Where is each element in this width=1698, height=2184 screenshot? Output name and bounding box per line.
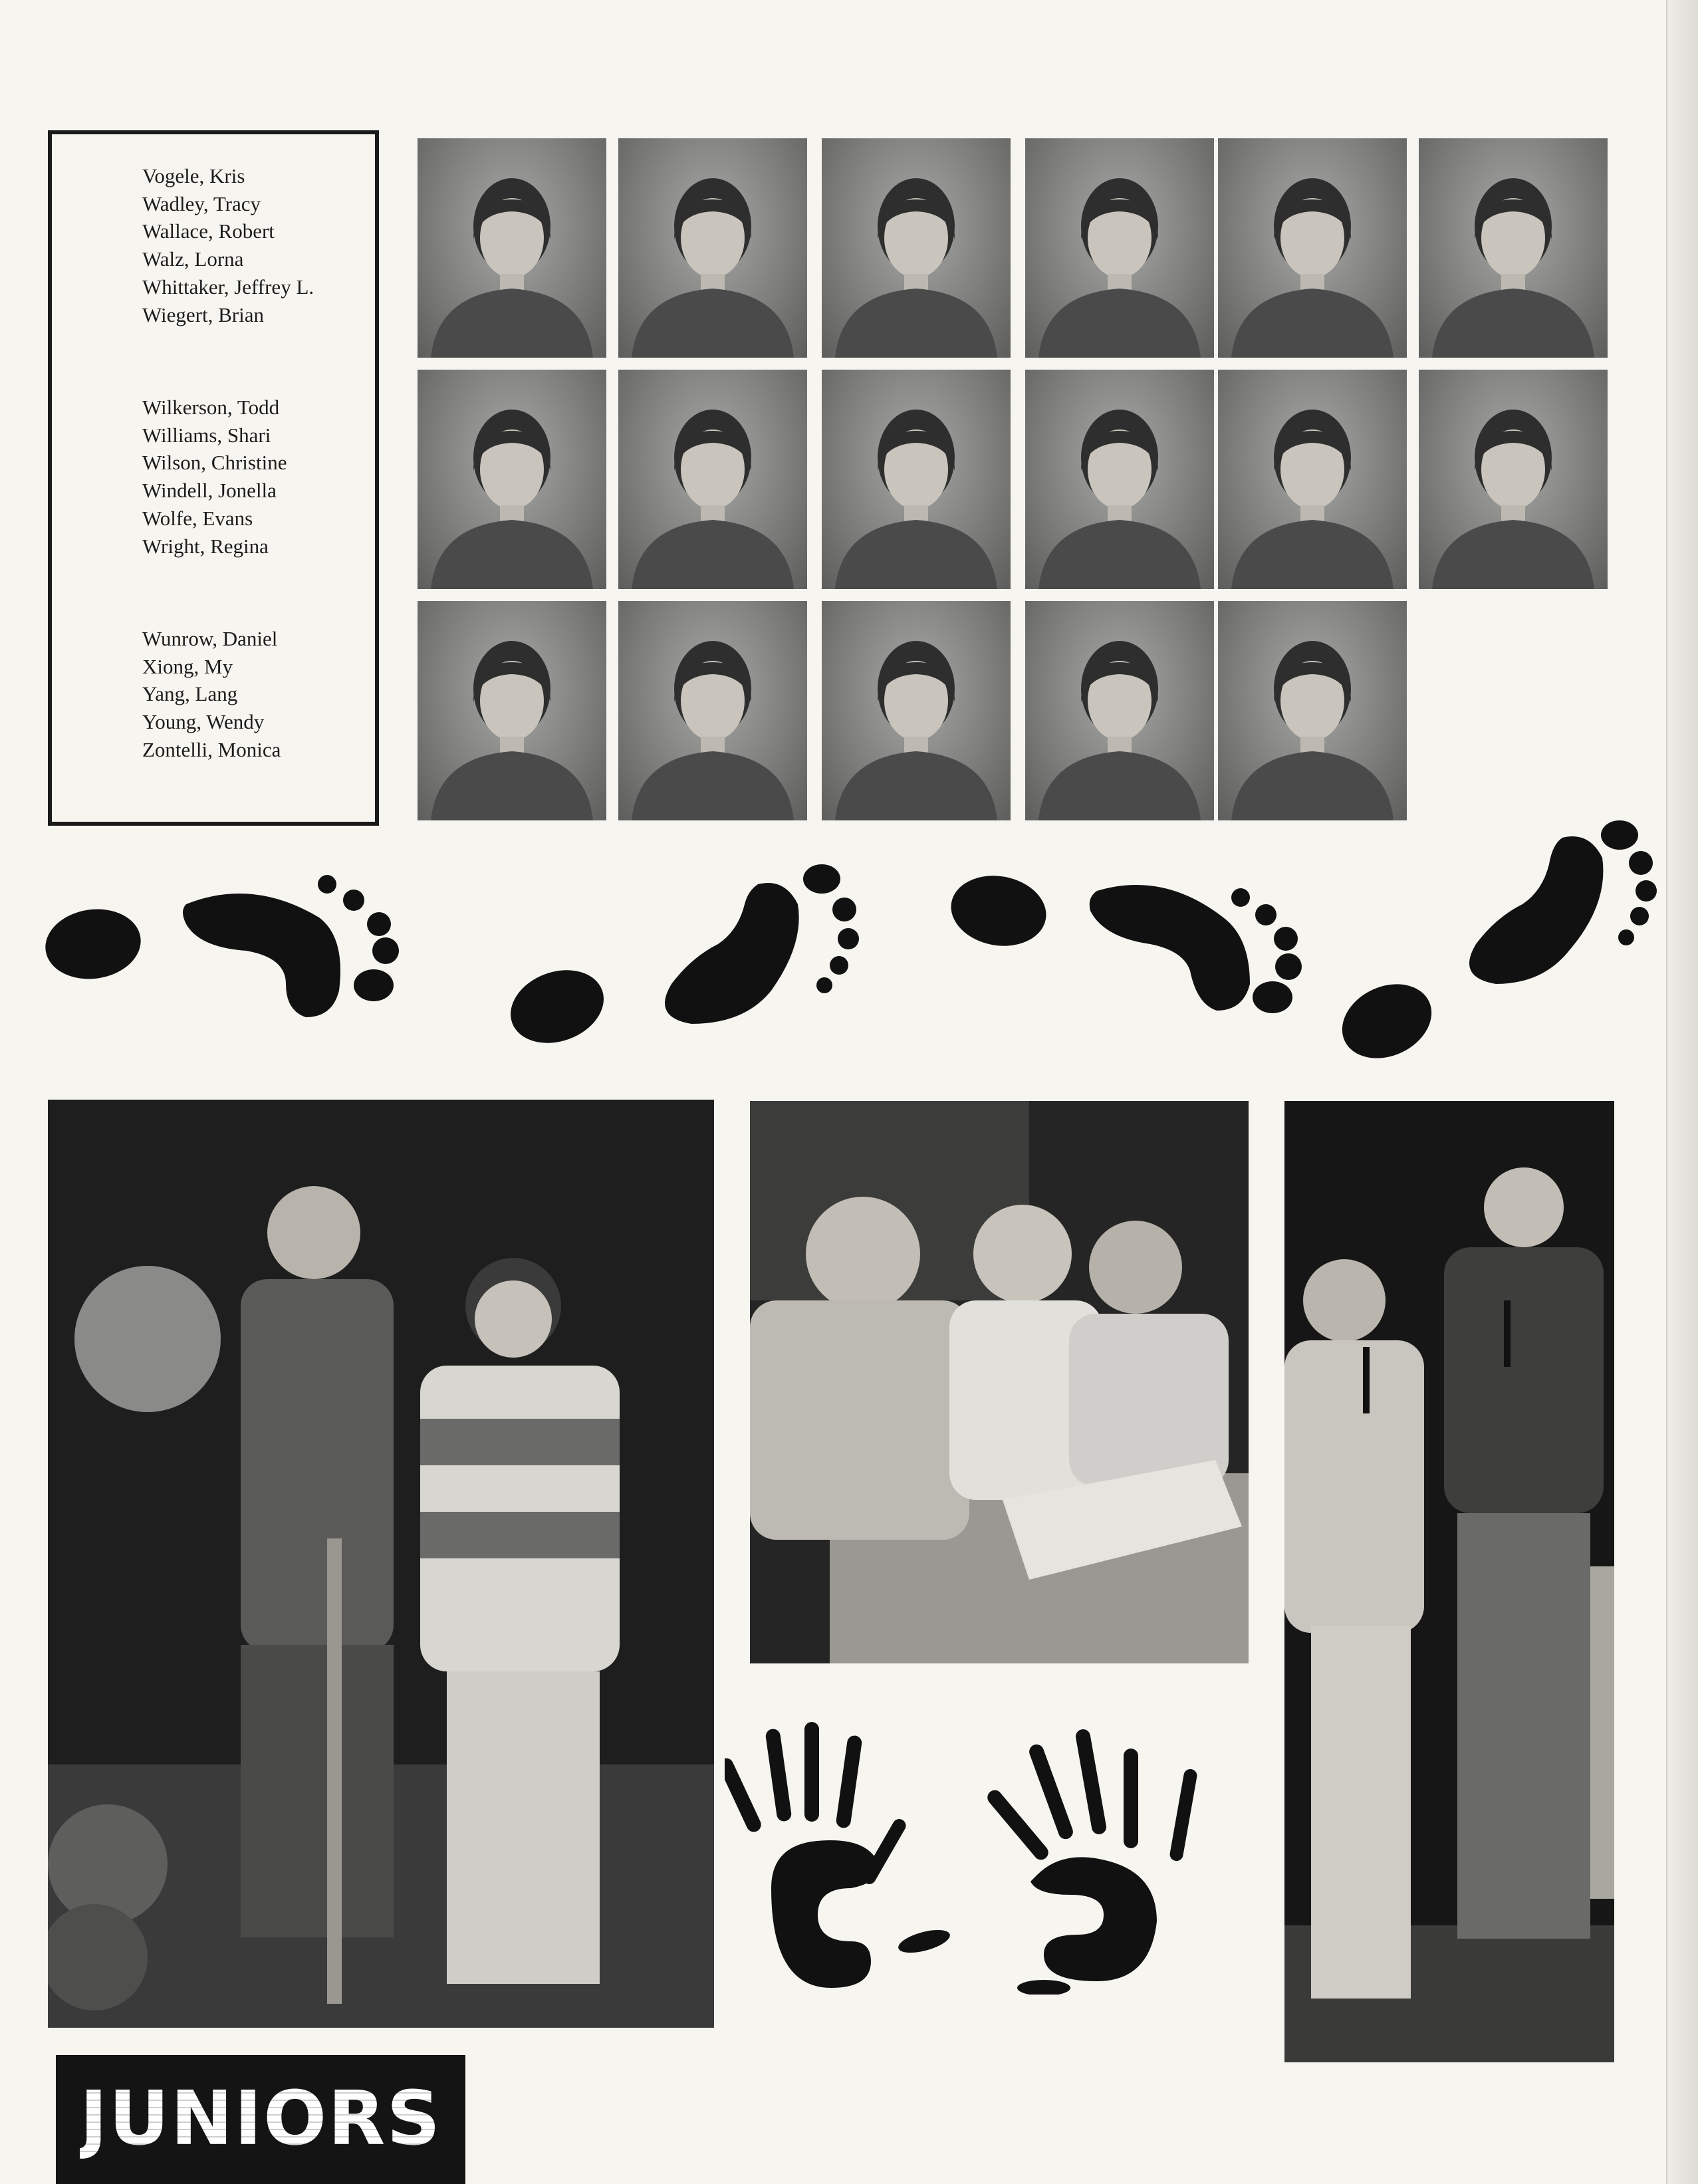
student-portrait — [618, 601, 807, 820]
footprint-icon — [501, 958, 614, 1056]
student-portrait — [1218, 370, 1407, 589]
roster-name: Walz, Lorna — [142, 247, 244, 271]
student-portrait — [1025, 138, 1214, 358]
student-portrait — [418, 138, 606, 358]
student-portrait — [1025, 601, 1214, 820]
handprint-pair — [725, 1715, 1257, 1995]
roster-name: Windell, Jonella — [142, 479, 277, 503]
footprint-icon — [945, 868, 1052, 953]
student-portrait — [822, 138, 1011, 358]
footprint-icon — [183, 875, 399, 1017]
section-label — [56, 2055, 465, 2184]
candid-photo-microphones — [1284, 1101, 1614, 2062]
roster-name: Wadley, Tracy — [142, 191, 261, 215]
footprint-icon — [41, 903, 145, 985]
footprint-icon — [1469, 820, 1657, 984]
roster-group-3 — [142, 625, 281, 764]
roster-group-1 — [142, 162, 314, 328]
roster-name: Xiong, My — [142, 654, 233, 678]
student-portrait — [418, 601, 606, 820]
student-portrait — [822, 601, 1011, 820]
roster-group-2 — [142, 394, 287, 560]
student-portrait — [618, 370, 807, 589]
roster-name: Wolfe, Evans — [142, 506, 253, 530]
student-portrait — [1025, 370, 1214, 589]
candid-photo-pumpkin — [48, 1100, 714, 2028]
section-label-text: JUNIORS — [80, 2079, 465, 2159]
page-edge — [1666, 0, 1698, 2184]
handprint-icon — [725, 1722, 952, 1988]
student-portrait — [1218, 138, 1407, 358]
handprint-icon — [985, 1728, 1198, 1995]
footprint-icon — [1090, 885, 1302, 1013]
footprint-icon — [1330, 970, 1444, 1072]
roster-name: Wilson, Christine — [142, 451, 287, 475]
footprint-band — [27, 798, 1675, 1077]
candid-photo-table — [750, 1101, 1249, 1663]
roster-name: Wallace, Robert — [142, 219, 275, 243]
student-portrait — [822, 370, 1011, 589]
roster-name: Williams, Shari — [142, 423, 271, 447]
student-portrait — [418, 370, 606, 589]
student-portrait — [1419, 370, 1608, 589]
roster-name: Wunrow, Daniel — [142, 627, 278, 650]
roster-name: Wiegert, Brian — [142, 303, 264, 326]
student-portrait — [1419, 138, 1608, 358]
roster-name: Wright, Regina — [142, 534, 269, 558]
roster-name: Wilkerson, Todd — [142, 396, 280, 419]
roster-name: Yang, Lang — [142, 682, 238, 706]
student-portrait — [1218, 601, 1407, 820]
roster-name: Zontelli, Monica — [142, 737, 281, 761]
roster-name: Young, Wendy — [142, 710, 265, 734]
footprint-icon — [665, 864, 859, 1024]
roster-box — [48, 130, 379, 826]
student-portrait — [618, 138, 807, 358]
roster-name: Vogele, Kris — [142, 164, 245, 187]
roster-name: Whittaker, Jeffrey L. — [142, 275, 314, 299]
